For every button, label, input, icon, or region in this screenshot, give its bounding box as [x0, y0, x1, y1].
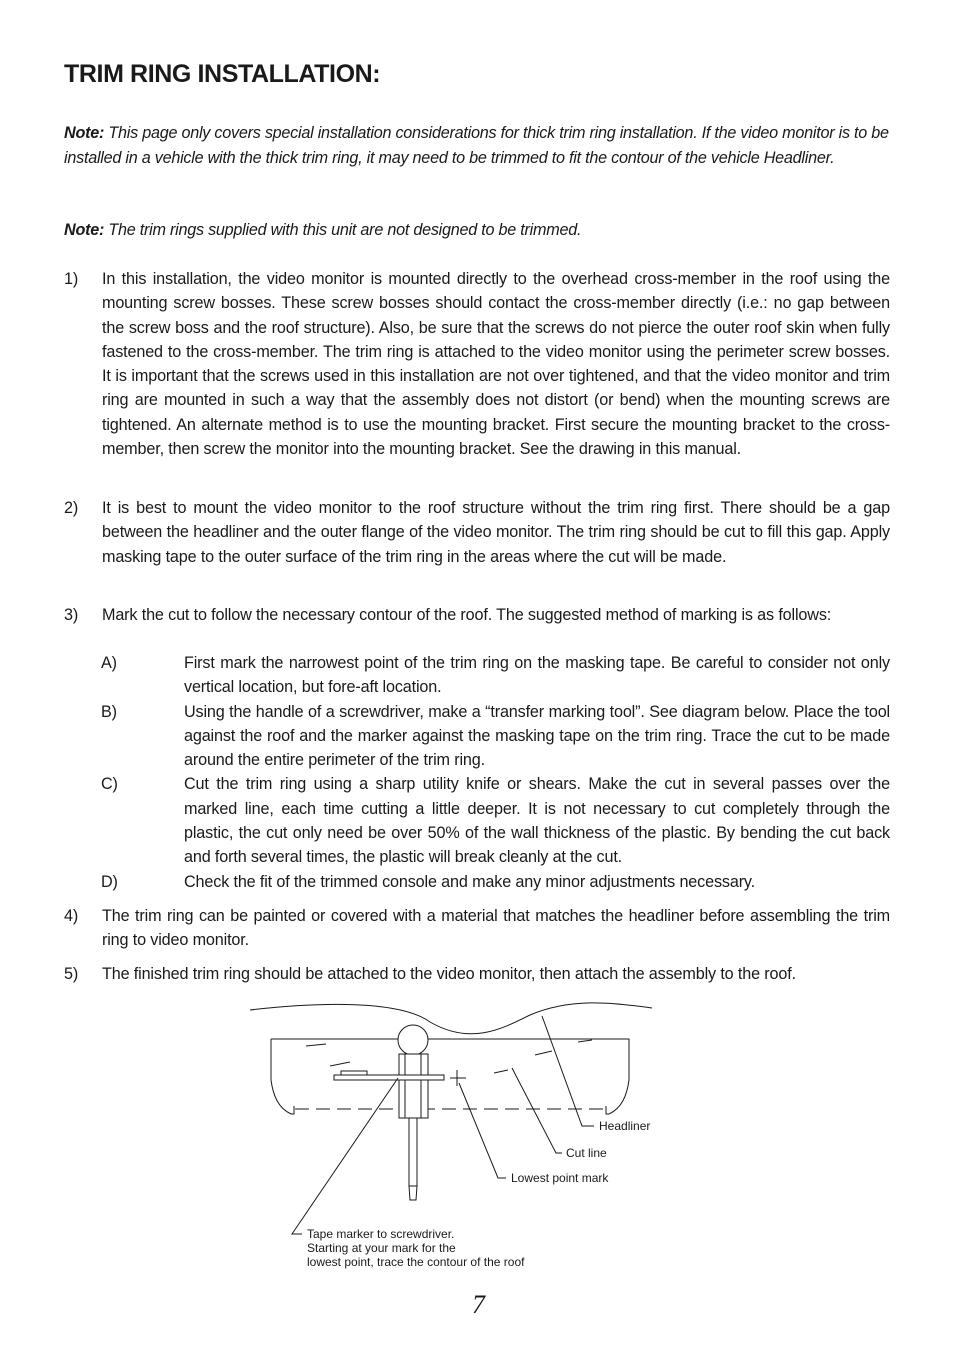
substep-text: First mark the narrowest point of the trim ring on the masking tape. Be careful to consider not only vertical location, but fore-aft location. — [184, 654, 890, 697]
leader-tape-marker — [292, 1078, 398, 1234]
step-number: 5) — [64, 965, 79, 983]
contour-dash — [306, 1044, 326, 1046]
page-title: TRIM RING INSTALLATION: — [64, 60, 381, 88]
leader-cut-line — [512, 1068, 562, 1153]
contour-dash — [330, 1062, 350, 1066]
substep-text: Using the handle of a screwdriver, make a “transfer marking tool”. See diagram below. Place the tool against the roof and the marker against the masking tape on the trim ring. Trace the cut to be made around the entire perimeter of the trim ring. — [184, 702, 890, 770]
trim-ring-outline — [271, 1039, 629, 1114]
substep-text: Cut the trim ring using a sharp utility knife or shears. Make the cut in several passes over the marked line, each time cutting a little deeper. It is not necessary to cut completely through the plastic, the cut only need be over 50% of the wall thickness of the plastic. By bending the cut back and forth several times, the plastic will break cleanly at the cut. — [184, 775, 890, 867]
roof-curve — [250, 1003, 652, 1034]
tape-marker-bar — [334, 1075, 444, 1080]
substep-letter: A) — [101, 654, 117, 672]
step-number: 2) — [64, 499, 79, 517]
label-tape-marker-line2: Starting at your mark for the — [307, 1241, 456, 1255]
screwdriver-tip — [409, 1186, 417, 1200]
substep-letter: B) — [101, 702, 117, 721]
note-label: Note: — [64, 221, 105, 239]
note-text: The trim rings supplied with this unit are not designed to be trimmed. — [104, 221, 582, 239]
note-text: This page only covers special installation considerations for thick trim ring installation. If the video monitor is to be installed in a vehicle with the thick trim ring, it may need to be trimmed to fit the contour of the vehicle Headliner. — [64, 124, 889, 167]
screwdriver-handle — [399, 1054, 428, 1118]
step-number: 4) — [64, 907, 79, 925]
substep-text: Check the fit of the trimmed console and make any minor adjustments necessary. — [184, 872, 756, 891]
contour-dash — [535, 1051, 552, 1055]
marker-pen — [341, 1071, 367, 1075]
step-text: Mark the cut to follow the necessary contour of the roof. The suggested method of marking is as follows: — [102, 606, 832, 624]
page-number: 7 — [472, 1290, 485, 1319]
step-text: It is best to mount the video monitor to the roof structure without the trim ring first. There should be a gap between the headliner and the outer flange of the video monitor. The trim ring should be cut to fill this gap. Apply masking tape to the outer surface of the trim ring in the areas where the cut will be made. — [102, 499, 890, 566]
leader-lowest-point — [459, 1083, 506, 1178]
step-number: 3) — [64, 606, 79, 624]
screwdriver-shaft — [409, 1118, 417, 1186]
label-lowest-point: Lowest point mark — [511, 1171, 609, 1185]
contour-dash — [578, 1040, 592, 1042]
step-number: 1) — [64, 270, 79, 288]
screwdriver-ball — [398, 1025, 428, 1055]
step-text: The finished trim ring should be attached to the video monitor, then attach the assembly to the roof. — [102, 965, 796, 983]
step-text: The trim ring can be painted or covered with a material that matches the headliner before assembling the trim ring to video monitor. — [102, 907, 890, 950]
label-cut-line: Cut line — [566, 1146, 607, 1160]
lowest-point-cross — [450, 1070, 466, 1086]
note-label: Note: — [64, 124, 105, 142]
step-text: In this installation, the video monitor is mounted directly to the overhead cross-member in the roof using the mounting screw bosses. These screw bosses should contact the cross-member directly (i.e.: no gap between the screw boss and the roof structure). Also, be sure that the screws do not pierce the outer roof skin when fully fastened to the cross-member. The trim ring is attached to the video monitor using the perimeter screw bosses. It is important that the screws used in this installation are not over tightened, and that the video monitor and trim ring are mounted in such a way that the assembly does not distort (or bend) when the mounting screws are tightened. An alternate method is to use the mounting bracket. First secure the mounting bracket to the cross-member, then screw the monitor into the mounting bracket. See the drawing in this manual. — [102, 270, 890, 459]
label-tape-marker-line3: lowest point, trace the contour of the roof — [307, 1255, 525, 1269]
substep-letter: C) — [101, 775, 118, 794]
label-tape-marker-line1: Tape marker to screwdriver. — [307, 1227, 455, 1241]
label-headliner: Headliner — [599, 1119, 651, 1133]
substep-letter: D) — [101, 872, 118, 891]
contour-dash — [494, 1070, 508, 1073]
